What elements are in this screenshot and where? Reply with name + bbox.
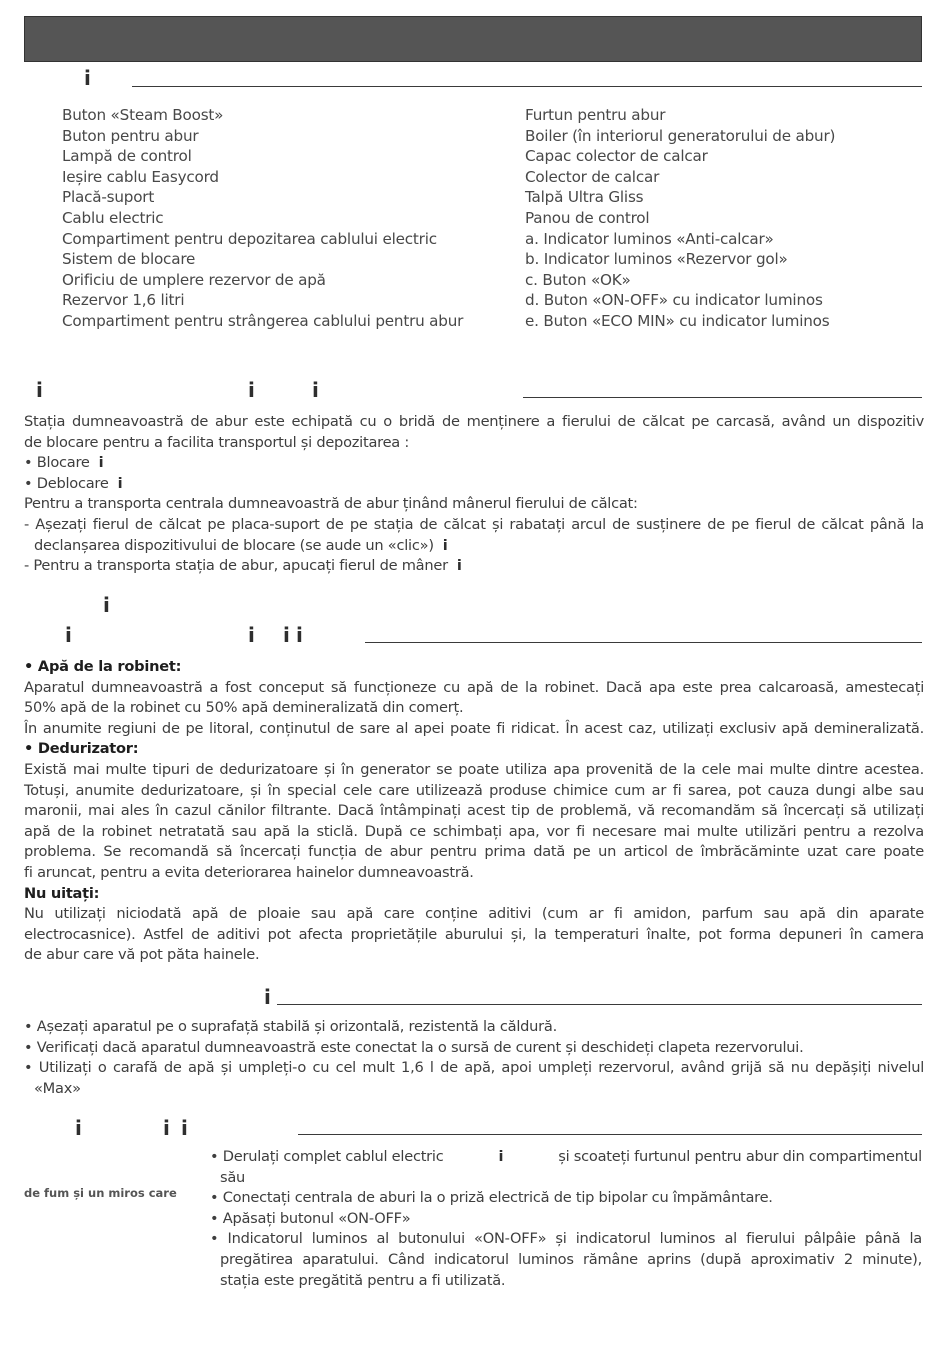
list-item: Boiler (în interiorul generatorului de abur) [525, 126, 836, 145]
paragraph-line: - Așezați fierul de călcat pe placa-suport de pe stația de călcat și rabatați arcul de susținere de pe fierul de călcat până la [24, 515, 924, 533]
paragraph-line: de blocare pentru a facilita transportul și depozitarea : [24, 433, 410, 451]
subheading-softener: • Dedurizator: [24, 740, 139, 758]
list-item: Ieșire cablu Easycord [62, 167, 219, 186]
figure-ref-glyph: i [117, 474, 123, 492]
list-item: Furtun pentru abur [525, 106, 666, 124]
start-b1-part1: • Derulați complet cablul electric [210, 1148, 444, 1165]
section-heading-glyph: i [283, 623, 290, 647]
parts-list-left [62, 105, 463, 332]
list-item: Buton «Steam Boost» [62, 106, 224, 124]
section-heading-glyph: i [264, 985, 271, 1009]
list-item: Panou de control [525, 208, 650, 227]
list-item [24, 474, 924, 495]
list-item: Sistem de blocare [62, 250, 196, 269]
figure-ref-glyph: i [456, 557, 462, 575]
step2-text: - Pentru a transporta stația de abur, apucați fierul de mâner [24, 557, 448, 575]
list-item: • Verificați dacă aparatul dumneavoastră este conectat la o sursă de curent și deschideți clapeta rezervorului. [24, 1038, 804, 1056]
section-heading-glyph: i [103, 593, 110, 617]
section-heading-glyph: i [163, 1116, 170, 1140]
list-item: Compartiment pentru strângerea cablului pentru abur [62, 311, 464, 330]
list-item: Cablu electric [62, 208, 164, 227]
parts-list-right [525, 105, 835, 332]
list-item: a. Indicator luminos «Anti-calcar» [525, 229, 774, 248]
paragraph-line: maronii, mai ales în cazul cănilor filtrante. Dacă întâmpinați acest tip de problemă, vă recomandăm să încercați să utilizați [24, 802, 924, 820]
paragraph-line: Pentru a transporta centrala dumneavoastră de abur ținând mânerul fierului de călcat: [24, 495, 638, 513]
section-heading-glyph: i [65, 623, 72, 647]
list-item: Capac colector de calcar [525, 147, 708, 166]
lock-section [24, 412, 924, 577]
paragraph-line: electrocasnice). Astfel de aditivi pot afecta proprietățile aburului și, la temperaturi înalte, pot forma depuneri în camera [24, 925, 924, 943]
paragraph-line: 50% apă de la robinet cu 50% apă demineralizată din comerț. [24, 699, 464, 717]
list-item: Orificiu de umplere rezervor de apă [62, 270, 326, 289]
side-label: de fum și un miros care [24, 1186, 177, 1200]
paragraph-line: Nu utilizați niciodată apă de ploaie sau apă care conține aditivi (cum ar fi amidon, parfum sau apă din aparate [24, 905, 924, 923]
section-heading-glyph: i [312, 378, 319, 402]
list-item: • Apăsați butonul «ON-OFF» [210, 1209, 411, 1227]
list-item: • Indicatorul luminos al butonului «ON-OFF» și indicatorul luminos al fierului pâlpâie până la [210, 1230, 922, 1248]
paragraph-line: apă de la robinet netratată sau apă la sticlă. După ce schimbați apa, vor fi necesare mai multe utilizări pentru a rezolva [24, 822, 924, 840]
paragraph-line: În anumite regiuni de pe litoral, conținutul de sare al apei poate fi ridicat. În acest caz, utilizați exclusiv apă demineralizată. [24, 719, 924, 737]
list-item-continuation: său [220, 1168, 246, 1186]
list-item: e. Buton «ECO MIN» cu indicator luminos [525, 311, 830, 330]
list-item [210, 1147, 922, 1168]
section-heading-glyph: i [75, 1116, 82, 1140]
list-item: Compartiment pentru depozitarea cablului electric [62, 229, 437, 248]
list-item [24, 453, 924, 474]
paragraph-line: Există mai multe tipuri de dedurizatoare și în generator se poate utiliza apa provenită de la cele mai multe dintre acestea. [24, 760, 924, 778]
list-item: Rezervor 1,6 litri [62, 291, 185, 310]
list-item: • Așezați aparatul pe o suprafață stabilă și orizontală, rezistentă la căldură. [24, 1018, 557, 1035]
list-item: b. Indicator luminos «Rezervor gol» [525, 250, 788, 269]
paragraph-line: problema. Se recomandă să încercați funcția de abur pentru prima dată pe un articol de îmbrăcăminte uzat care poate [24, 843, 924, 861]
section-rule [132, 86, 922, 87]
paragraph-line: de abur care vă pot păta hainele. [24, 946, 260, 964]
paragraph-line [24, 556, 924, 577]
section-heading-glyph: i [181, 1116, 188, 1140]
list-item: • Utilizați o carafă de apă și umpleți-o cu cel mult 1,6 l de apă, apoi umpleți rezervorul, având grijă să nu depășiți nivelul [24, 1059, 924, 1077]
section-heading-glyph: i [296, 623, 303, 647]
section-rule [277, 1004, 922, 1005]
fill-section [24, 1017, 924, 1099]
figure-ref-glyph: i [98, 454, 104, 472]
paragraph-line: fi aruncat, pentru a evita deteriorarea hainelor dumneavoastră. [24, 863, 474, 881]
section-heading-glyph: i [248, 378, 255, 402]
paragraph-line: Stația dumneavoastră de abur este echipată cu o bridă de menținere a fierului de călcat pe carcasă, având un dispozitiv [24, 413, 924, 430]
start-b1-part2: și scoateți furtunul pentru abur din compartimentul [558, 1148, 922, 1165]
section-rule [365, 642, 922, 643]
header-bar [24, 16, 922, 62]
list-item: Placă-suport [62, 188, 155, 207]
list-item-continuation: pregătirea aparatului. Când indicatorul luminos rămâne aprins (după aproximativ 2 minute), [220, 1250, 922, 1268]
list-item-continuation: «Max» [34, 1079, 81, 1097]
subheading-remember: Nu uitați: [24, 884, 100, 902]
section-heading-glyph: i [36, 378, 43, 402]
paragraph-line [24, 536, 924, 557]
list-item: • Conectați centrala de aburi la o priză electrică de tip bipolar cu împământare. [210, 1189, 773, 1207]
list-item: Lampă de control [62, 147, 192, 166]
list-item: Buton pentru abur [62, 126, 199, 145]
section-rule [298, 1134, 922, 1135]
paragraph-line: Aparatul dumneavoastră a fost conceput să funcționeze cu apă de la robinet. Dacă apa este prea calcaroasă, amestecați [24, 678, 924, 696]
subheading-tap-water: • Apă de la robinet: [24, 658, 182, 675]
section-rule [523, 397, 922, 398]
list-item: d. Buton «ON-OFF» cu indicator luminos [525, 291, 823, 310]
list-item: Colector de calcar [525, 167, 660, 186]
list-item-continuation: stația este pregătită pentru a fi utilizată. [220, 1271, 506, 1289]
section-heading-glyph: i [248, 623, 255, 647]
lock-item-label: • Blocare [24, 454, 90, 472]
start-section [210, 1147, 922, 1291]
unlock-item-label: • Deblocare [24, 474, 109, 492]
water-section [24, 657, 924, 966]
figure-ref-glyph: i [498, 1148, 504, 1165]
section-heading-glyph: i [84, 66, 91, 90]
list-item: Talpă Ultra Gliss [525, 188, 644, 207]
step1-continuation: declanșarea dispozitivului de blocare (se aude un «clic») [34, 536, 434, 554]
paragraph-line: Totuși, anumite dedurizatoare, și în special cele care utilizează produse chimice cum ar fi sarea, pot cauza dungi albe sau [24, 781, 924, 799]
figure-ref-glyph: i [442, 536, 448, 554]
list-item: c. Buton «OK» [525, 270, 631, 289]
